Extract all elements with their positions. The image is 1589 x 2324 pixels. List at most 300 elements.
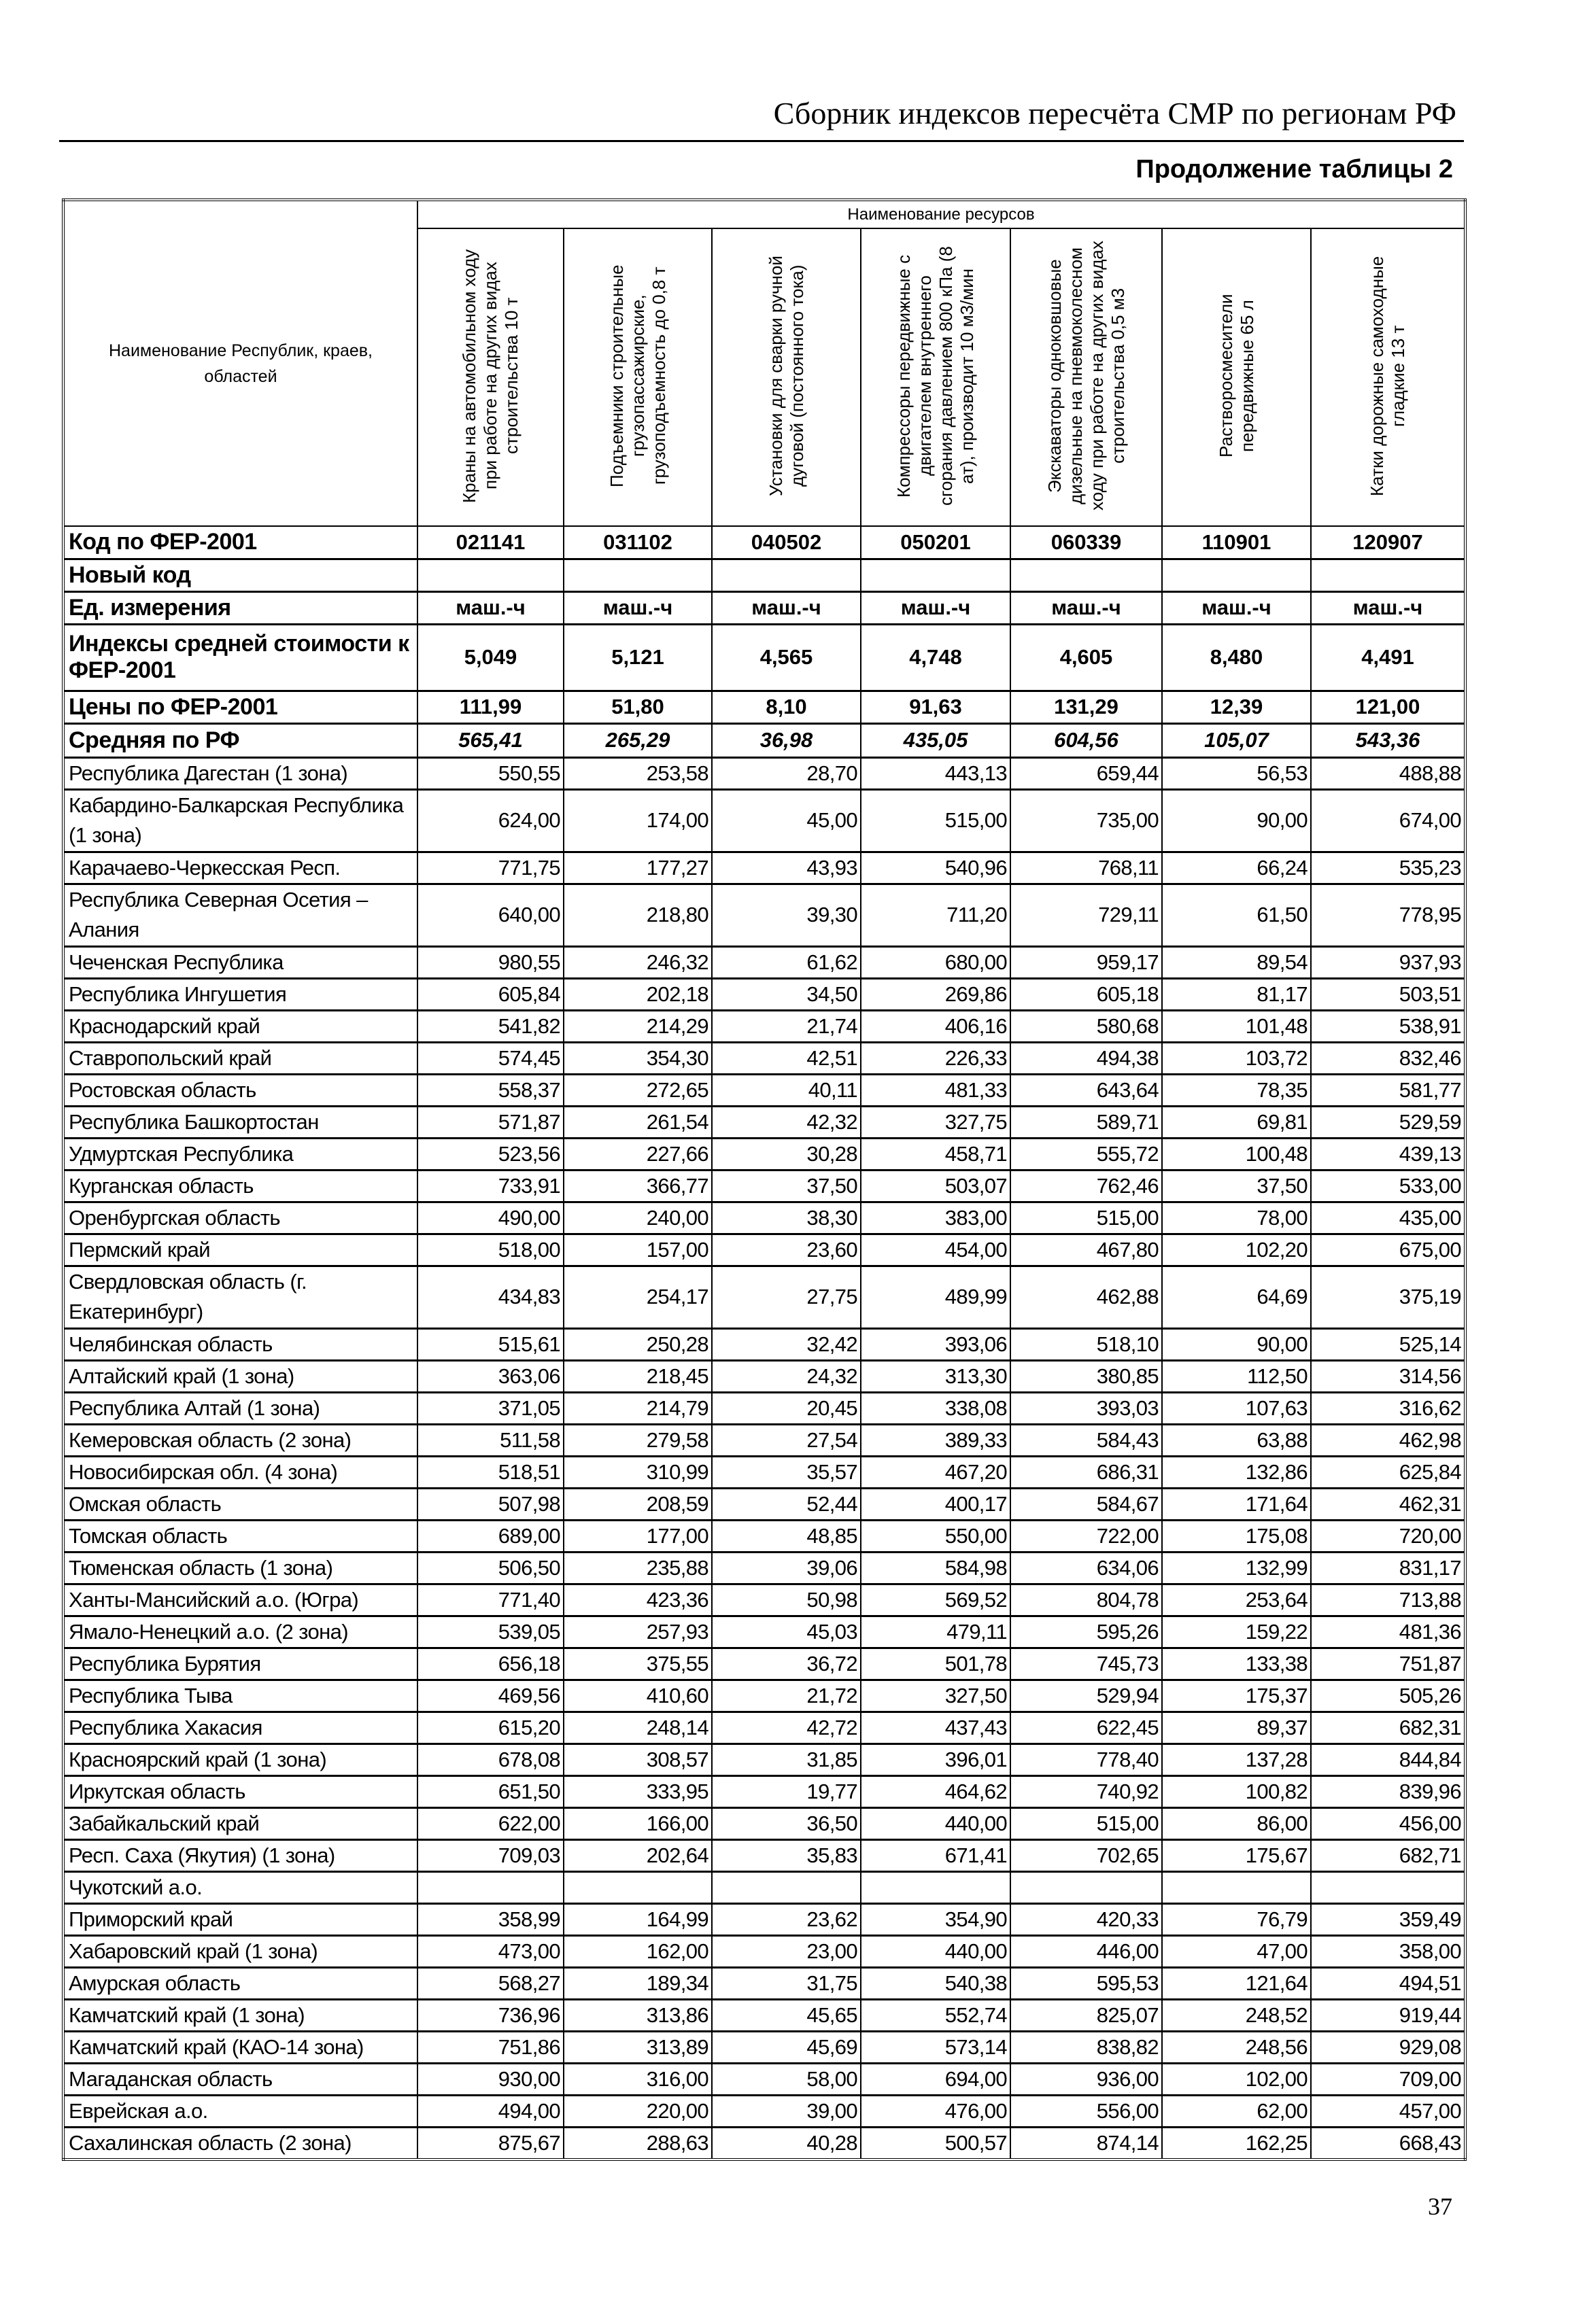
price-cell: 529,59: [1311, 1106, 1465, 1138]
price-cell: 481,33: [861, 1074, 1010, 1106]
table-row: [63, 1488, 1465, 1520]
resources-header: Наименование ресурсов: [417, 200, 1465, 228]
price-cell: 28,70: [712, 757, 861, 789]
price-cell: 333,95: [564, 1775, 712, 1807]
price-cell: 503,51: [1311, 978, 1465, 1010]
price-cell: 121,64: [1162, 1967, 1311, 1999]
price-cell: 525,14: [1311, 1328, 1465, 1360]
price-cell: 78,35: [1162, 1074, 1311, 1106]
price-cell: 523,56: [417, 1138, 564, 1170]
price-cell: 535,23: [1311, 852, 1465, 884]
price-cell: 605,18: [1010, 978, 1162, 1010]
table-row: [63, 1456, 1465, 1488]
price-cell: 27,54: [712, 1424, 861, 1456]
price-cell: 19,77: [712, 1775, 861, 1807]
price-cell: 671,41: [861, 1839, 1010, 1871]
price-cell: 584,43: [1010, 1424, 1162, 1456]
price-cell: 580,68: [1010, 1010, 1162, 1042]
table-row: [63, 1520, 1465, 1552]
price-cell: 162,25: [1162, 2127, 1311, 2160]
document-title: Сборник индексов пересчёта СМР по регионам РФ: [773, 96, 1456, 131]
price-cell: 541,82: [417, 1010, 564, 1042]
price-cell: 446,00: [1010, 1935, 1162, 1967]
price-cell: 257,93: [564, 1616, 712, 1648]
price-cell: 659,44: [1010, 757, 1162, 789]
summary-value: 51,80: [564, 691, 712, 723]
table-row: [63, 1106, 1465, 1138]
region-name: Удмуртская Республика: [63, 1138, 417, 1170]
table-row: [63, 1202, 1465, 1234]
price-cell: 39,00: [712, 2095, 861, 2127]
price-cell: 709,03: [417, 1839, 564, 1871]
summary-value: 36,98: [712, 723, 861, 757]
price-cell: 729,11: [1010, 884, 1162, 946]
price-cell: 711,20: [861, 884, 1010, 946]
price-cell: 874,14: [1010, 2127, 1162, 2160]
summary-value: маш.-ч: [861, 591, 1010, 624]
price-cell: 682,31: [1311, 1712, 1465, 1744]
price-cell: 162,00: [564, 1935, 712, 1967]
price-cell: 643,64: [1010, 1074, 1162, 1106]
price-cell: 246,32: [564, 946, 712, 978]
price-cell: 30,28: [712, 1138, 861, 1170]
price-cell: 640,00: [417, 884, 564, 946]
price-cell: 34,50: [712, 978, 861, 1010]
price-cell: 32,42: [712, 1328, 861, 1360]
price-cell: 102,20: [1162, 1234, 1311, 1266]
price-cell: 89,37: [1162, 1712, 1311, 1744]
price-cell: 489,99: [861, 1266, 1010, 1328]
price-cell: 581,77: [1311, 1074, 1465, 1106]
price-cell: 58,00: [712, 2063, 861, 2095]
summary-value: 105,07: [1162, 723, 1311, 757]
price-cell: 568,27: [417, 1967, 564, 1999]
price-cell: 202,18: [564, 978, 712, 1010]
resource-column-header: [417, 228, 564, 526]
price-cell: [564, 1871, 712, 1903]
table-row: [63, 1680, 1465, 1712]
price-cell: 469,56: [417, 1680, 564, 1712]
table-row: [63, 1424, 1465, 1456]
region-name: Ханты-Мансийский а.о. (Югра): [63, 1584, 417, 1616]
price-cell: 27,75: [712, 1266, 861, 1328]
price-cell: 20,45: [712, 1392, 861, 1424]
price-cell: 400,17: [861, 1488, 1010, 1520]
header-rule: [59, 140, 1464, 142]
summary-label: Индексы средней стоимости к ФЕР-2001: [63, 624, 417, 691]
price-cell: 574,45: [417, 1042, 564, 1074]
summary-value: 5,121: [564, 624, 712, 691]
price-cell: 177,00: [564, 1520, 712, 1552]
price-cell: 102,00: [1162, 2063, 1311, 2095]
price-cell: 250,28: [564, 1328, 712, 1360]
table-row: [63, 789, 1465, 852]
price-cell: 64,69: [1162, 1266, 1311, 1328]
price-cell: 308,57: [564, 1744, 712, 1775]
region-name: Алтайский край (1 зона): [63, 1360, 417, 1392]
summary-label: Цены по ФЕР-2001: [63, 691, 417, 723]
price-cell: 132,86: [1162, 1456, 1311, 1488]
summary-value: 4,491: [1311, 624, 1465, 691]
summary-label: Средняя по РФ: [63, 723, 417, 757]
price-cell: 515,00: [861, 789, 1010, 852]
price-cell: 476,00: [861, 2095, 1010, 2127]
price-cell: 269,86: [861, 978, 1010, 1010]
price-cell: 615,20: [417, 1712, 564, 1744]
price-cell: 45,69: [712, 2031, 861, 2063]
price-cell: 624,00: [417, 789, 564, 852]
price-cell: 456,00: [1311, 1807, 1465, 1839]
price-cell: 39,06: [712, 1552, 861, 1584]
price-cell: 393,06: [861, 1328, 1010, 1360]
price-cell: 227,66: [564, 1138, 712, 1170]
price-cell: 86,00: [1162, 1807, 1311, 1839]
price-cell: 24,32: [712, 1360, 861, 1392]
resource-name: Подъемники строительные грузопассажирские, грузоподъемность до 0,8 т: [606, 264, 669, 487]
price-cell: [712, 1871, 861, 1903]
summary-value: [861, 559, 1010, 591]
price-cell: 768,11: [1010, 852, 1162, 884]
region-name: Приморский край: [63, 1903, 417, 1935]
region-name: Республика Башкортостан: [63, 1106, 417, 1138]
price-cell: 359,49: [1311, 1903, 1465, 1935]
region-name: Карачаево-Черкесская Респ.: [63, 852, 417, 884]
price-cell: 90,00: [1162, 1328, 1311, 1360]
region-name: Сахалинская область (2 зона): [63, 2127, 417, 2160]
price-cell: 804,78: [1010, 1584, 1162, 1616]
price-cell: 680,00: [861, 946, 1010, 978]
price-cell: 45,03: [712, 1616, 861, 1648]
table-row: [63, 1935, 1465, 1967]
price-cell: 434,83: [417, 1266, 564, 1328]
summary-value: 565,41: [417, 723, 564, 757]
price-cell: [1311, 1871, 1465, 1903]
price-cell: 540,38: [861, 1967, 1010, 1999]
summary-value: 131,29: [1010, 691, 1162, 723]
price-cell: 959,17: [1010, 946, 1162, 978]
price-cell: 440,00: [861, 1807, 1010, 1839]
region-name: Томская область: [63, 1520, 417, 1552]
price-cell: 538,91: [1311, 1010, 1465, 1042]
price-cell: 507,98: [417, 1488, 564, 1520]
summary-value: 8,480: [1162, 624, 1311, 691]
price-cell: 569,52: [861, 1584, 1010, 1616]
region-name: Краснодарский край: [63, 1010, 417, 1042]
price-cell: 462,88: [1010, 1266, 1162, 1328]
region-name: Магаданская область: [63, 2063, 417, 2095]
summary-value: 265,29: [564, 723, 712, 757]
table-row: [63, 2031, 1465, 2063]
table-row: [63, 1010, 1465, 1042]
price-cell: 462,98: [1311, 1424, 1465, 1456]
region-name: Оренбургская область: [63, 1202, 417, 1234]
price-cell: 550,55: [417, 757, 564, 789]
price-cell: 443,13: [861, 757, 1010, 789]
price-cell: 38,30: [712, 1202, 861, 1234]
price-cell: 107,63: [1162, 1392, 1311, 1424]
price-cell: 539,05: [417, 1616, 564, 1648]
price-cell: 327,50: [861, 1680, 1010, 1712]
price-cell: 533,00: [1311, 1170, 1465, 1202]
price-cell: 634,06: [1010, 1552, 1162, 1584]
summary-value: 040502: [712, 526, 861, 559]
average-row: [63, 723, 1465, 757]
price-cell: 63,88: [1162, 1424, 1311, 1456]
price-cell: 458,71: [861, 1138, 1010, 1170]
price-cell: 832,46: [1311, 1042, 1465, 1074]
summary-value: маш.-ч: [564, 591, 712, 624]
price-cell: 316,62: [1311, 1392, 1465, 1424]
summary-value: 060339: [1010, 526, 1162, 559]
price-cell: 316,00: [564, 2063, 712, 2095]
price-cell: 137,28: [1162, 1744, 1311, 1775]
price-cell: 709,00: [1311, 2063, 1465, 2095]
price-cell: 45,00: [712, 789, 861, 852]
price-cell: 50,98: [712, 1584, 861, 1616]
table-row: [63, 1266, 1465, 1328]
price-cell: 218,45: [564, 1360, 712, 1392]
summary-value: 8,10: [712, 691, 861, 723]
table-row: [63, 2095, 1465, 2127]
price-cell: 354,30: [564, 1042, 712, 1074]
price-cell: 69,81: [1162, 1106, 1311, 1138]
price-cell: 327,75: [861, 1106, 1010, 1138]
price-cell: 226,33: [861, 1042, 1010, 1074]
price-cell: 23,00: [712, 1935, 861, 1967]
resource-name: Установки для сварки ручной дуговой (постоянного тока): [765, 255, 807, 496]
price-cell: 423,36: [564, 1584, 712, 1616]
price-cell: 21,74: [712, 1010, 861, 1042]
price-cell: 494,00: [417, 2095, 564, 2127]
price-row: [63, 691, 1465, 723]
price-cell: 771,40: [417, 1584, 564, 1616]
region-name: Камчатский край (КАО-14 зона): [63, 2031, 417, 2063]
table-row: [63, 1552, 1465, 1584]
price-cell: 838,82: [1010, 2031, 1162, 2063]
price-cell: 595,26: [1010, 1616, 1162, 1648]
price-cell: 47,00: [1162, 1935, 1311, 1967]
price-cell: 166,00: [564, 1807, 712, 1839]
price-cell: 177,27: [564, 852, 712, 884]
price-cell: 440,00: [861, 1935, 1010, 1967]
new-code-row: [63, 559, 1465, 591]
price-cell: 481,36: [1311, 1616, 1465, 1648]
price-cell: 354,90: [861, 1903, 1010, 1935]
price-cell: 313,30: [861, 1360, 1010, 1392]
price-cell: 515,00: [1010, 1202, 1162, 1234]
price-cell: 771,75: [417, 852, 564, 884]
price-cell: 622,00: [417, 1807, 564, 1839]
table-row: [63, 1328, 1465, 1360]
price-cell: 494,38: [1010, 1042, 1162, 1074]
region-name: Красноярский край (1 зона): [63, 1744, 417, 1775]
price-cell: 37,50: [712, 1170, 861, 1202]
price-cell: 100,82: [1162, 1775, 1311, 1807]
price-cell: 552,74: [861, 1999, 1010, 2031]
price-cell: 248,52: [1162, 1999, 1311, 2031]
price-cell: 171,64: [1162, 1488, 1311, 1520]
price-cell: 651,50: [417, 1775, 564, 1807]
price-cell: 189,34: [564, 1967, 712, 1999]
price-cell: 202,64: [564, 1839, 712, 1871]
price-cell: 62,00: [1162, 2095, 1311, 2127]
price-cell: 175,67: [1162, 1839, 1311, 1871]
resource-column-header: [1162, 228, 1311, 526]
price-cell: 694,00: [861, 2063, 1010, 2095]
price-cell: 35,57: [712, 1456, 861, 1488]
price-cell: 42,32: [712, 1106, 861, 1138]
table-row: [63, 1775, 1465, 1807]
price-cell: 396,01: [861, 1744, 1010, 1775]
price-cell: 36,72: [712, 1648, 861, 1680]
table-row: [63, 978, 1465, 1010]
price-cell: 937,93: [1311, 946, 1465, 978]
price-cell: 40,11: [712, 1074, 861, 1106]
region-name: Ямало-Ненецкий а.о. (2 зона): [63, 1616, 417, 1648]
price-cell: 420,33: [1010, 1903, 1162, 1935]
region-name: Республика Хакасия: [63, 1712, 417, 1744]
summary-value: маш.-ч: [712, 591, 861, 624]
price-cell: 844,84: [1311, 1744, 1465, 1775]
summary-value: 4,748: [861, 624, 1010, 691]
summary-value: 12,39: [1162, 691, 1311, 723]
price-cell: 61,50: [1162, 884, 1311, 946]
price-cell: [861, 1871, 1010, 1903]
price-cell: 48,85: [712, 1520, 861, 1552]
price-cell: 702,65: [1010, 1839, 1162, 1871]
resource-column-header: [712, 228, 861, 526]
price-cell: 363,06: [417, 1360, 564, 1392]
price-cell: 23,62: [712, 1903, 861, 1935]
summary-label: Код по ФЕР-2001: [63, 526, 417, 559]
region-name: Свердловская область (г. Екатеринбург): [63, 1266, 417, 1328]
region-name: Омская область: [63, 1488, 417, 1520]
regional-price-table: [62, 198, 1467, 2161]
price-cell: 254,17: [564, 1266, 712, 1328]
region-name: Хабаровский край (1 зона): [63, 1935, 417, 1967]
price-cell: 735,00: [1010, 789, 1162, 852]
price-cell: 751,86: [417, 2031, 564, 2063]
price-cell: 43,93: [712, 852, 861, 884]
summary-value: 111,99: [417, 691, 564, 723]
price-cell: 571,87: [417, 1106, 564, 1138]
price-cell: 467,80: [1010, 1234, 1162, 1266]
region-name: Респ. Саха (Якутия) (1 зона): [63, 1839, 417, 1871]
price-cell: 253,58: [564, 757, 712, 789]
table-continuation-label: Продолжение таблицы 2: [1135, 155, 1453, 184]
price-cell: 595,53: [1010, 1967, 1162, 1999]
table-row: [63, 1392, 1465, 1424]
resource-column-header: [861, 228, 1010, 526]
table-row: [63, 1616, 1465, 1648]
price-cell: 81,17: [1162, 978, 1311, 1010]
price-cell: 410,60: [564, 1680, 712, 1712]
price-cell: 490,00: [417, 1202, 564, 1234]
resource-name: Растворосмесители передвижные 65 л: [1215, 294, 1257, 457]
price-cell: 248,14: [564, 1712, 712, 1744]
region-name: Кабардино-Балкарская Республика (1 зона): [63, 789, 417, 852]
summary-value: 435,05: [861, 723, 1010, 757]
price-cell: 36,50: [712, 1807, 861, 1839]
page-number: 37: [1428, 2193, 1452, 2220]
price-cell: 366,77: [564, 1170, 712, 1202]
table-row: [63, 2063, 1465, 2095]
price-cell: 89,54: [1162, 946, 1311, 978]
summary-value: маш.-ч: [1311, 591, 1465, 624]
price-cell: 133,38: [1162, 1648, 1311, 1680]
price-cell: 214,79: [564, 1392, 712, 1424]
price-cell: 831,17: [1311, 1552, 1465, 1584]
price-cell: 722,00: [1010, 1520, 1162, 1552]
price-cell: 740,92: [1010, 1775, 1162, 1807]
region-name: Камчатский край (1 зона): [63, 1999, 417, 2031]
table-row: [63, 1871, 1465, 1903]
price-cell: 61,62: [712, 946, 861, 978]
price-cell: 584,67: [1010, 1488, 1162, 1520]
price-cell: 406,16: [861, 1010, 1010, 1042]
price-cell: 682,71: [1311, 1839, 1465, 1871]
price-cell: 518,00: [417, 1234, 564, 1266]
price-cell: 540,96: [861, 852, 1010, 884]
price-cell: 132,99: [1162, 1552, 1311, 1584]
region-name: Иркутская область: [63, 1775, 417, 1807]
price-cell: 40,28: [712, 2127, 861, 2160]
price-cell: 159,22: [1162, 1616, 1311, 1648]
price-cell: 208,59: [564, 1488, 712, 1520]
summary-value: [1010, 559, 1162, 591]
table-row: [63, 757, 1465, 789]
resource-name: Компрессоры передвижные с двигателем внутреннего сгорания давлением 800 кПа (8 ат), производит 10 м3/мин: [893, 245, 977, 506]
summary-value: маш.-ч: [1162, 591, 1311, 624]
price-cell: 100,48: [1162, 1138, 1311, 1170]
table-row: [63, 946, 1465, 978]
price-cell: 506,50: [417, 1552, 564, 1584]
price-cell: 494,51: [1311, 1967, 1465, 1999]
price-cell: 288,63: [564, 2127, 712, 2160]
price-cell: 220,00: [564, 2095, 712, 2127]
price-cell: 214,29: [564, 1010, 712, 1042]
price-cell: 473,00: [417, 1935, 564, 1967]
price-cell: 37,50: [1162, 1170, 1311, 1202]
price-cell: 751,87: [1311, 1648, 1465, 1680]
price-cell: 501,78: [861, 1648, 1010, 1680]
price-cell: 313,89: [564, 2031, 712, 2063]
table-row: [63, 1234, 1465, 1266]
table-row: [63, 2127, 1465, 2160]
table-row: [63, 852, 1465, 884]
price-cell: 515,61: [417, 1328, 564, 1360]
price-cell: [417, 1871, 564, 1903]
resource-column-header: [1311, 228, 1465, 526]
summary-value: 120907: [1311, 526, 1465, 559]
price-cell: 550,00: [861, 1520, 1010, 1552]
price-cell: 515,00: [1010, 1807, 1162, 1839]
price-cell: 435,00: [1311, 1202, 1465, 1234]
price-cell: 573,14: [861, 2031, 1010, 2063]
price-cell: 558,37: [417, 1074, 564, 1106]
price-cell: 454,00: [861, 1234, 1010, 1266]
summary-value: маш.-ч: [417, 591, 564, 624]
region-name: Чукотский а.о.: [63, 1871, 417, 1903]
summary-value: [564, 559, 712, 591]
table-row: [63, 1807, 1465, 1839]
region-name: Амурская область: [63, 1967, 417, 1999]
price-cell: 42,72: [712, 1712, 861, 1744]
summary-value: 5,049: [417, 624, 564, 691]
table-row: [63, 1967, 1465, 1999]
price-cell: 625,84: [1311, 1456, 1465, 1488]
price-cell: 218,80: [564, 884, 712, 946]
